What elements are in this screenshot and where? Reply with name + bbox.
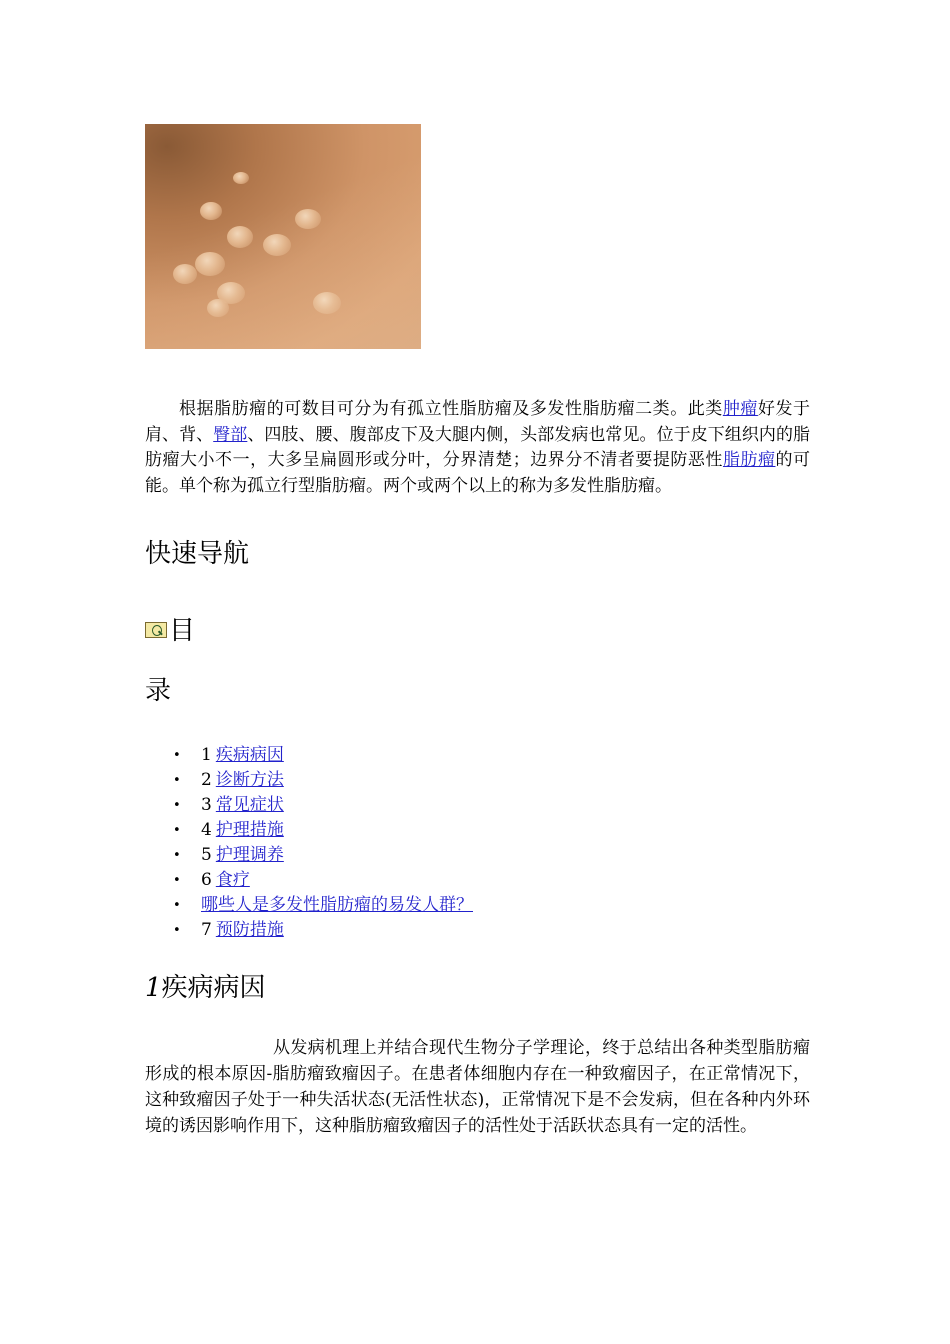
- toc-item-number: 4: [201, 820, 212, 840]
- toc-item-number: 5: [201, 845, 212, 865]
- toc-item: [201, 768, 810, 793]
- toc-link-risk-groups[interactable]: 哪些人是多发性脂肪瘤的易发人群？: [201, 895, 473, 915]
- intro-paragraph: [145, 397, 810, 499]
- toc-link-nursing[interactable]: 护理措施: [215, 820, 284, 840]
- skin-lipoma-photo: [145, 124, 421, 349]
- toc-heading-line2: 录: [145, 676, 172, 706]
- toc-list: [145, 743, 810, 943]
- toc-link-symptoms[interactable]: 常见症状: [215, 795, 284, 815]
- toc-book-icon[interactable]: [145, 622, 167, 638]
- section-title-text: 疾病病因: [161, 973, 266, 1003]
- toc-item-number: 7: [201, 920, 212, 940]
- toc-link-causes[interactable]: 疾病病因: [215, 745, 284, 765]
- toc-heading: [145, 601, 810, 721]
- document-page: [145, 124, 810, 1139]
- link-tumor[interactable]: 肿瘤: [722, 399, 758, 419]
- toc-item: [201, 743, 810, 768]
- toc-link-care[interactable]: 护理调养: [215, 845, 284, 865]
- toc-item-number: 2: [201, 770, 212, 790]
- intro-text: 根据脂肪瘤的可数目可分为有孤立性脂肪瘤及多发性脂肪瘤二类。此类: [179, 399, 723, 419]
- toc-item: [201, 893, 810, 918]
- section-causes-paragraph: 从发病机理上并结合现代生物分子学理论，终于总结出各种类型脂肪瘤形成的根本原因-脂肪瘤致瘤因子。在患者体细胞内存在一种致瘤因子，在正常情况下，这种致瘤因子处于一种失活状态(无活性状态)，正常情况下是不会发病，但在各种内外环境的诱因影响作用下，这种脂肪瘤致瘤因子的活性处于活跃状态具有一定的活性。: [145, 1038, 810, 1136]
- toc-link-diet[interactable]: 食疗: [215, 870, 250, 890]
- intro-text: 好发于肩、背、: [145, 399, 811, 445]
- toc-link-prevention[interactable]: 预防措施: [215, 920, 284, 940]
- toc-item: [201, 868, 810, 893]
- section-title-causes: [145, 971, 810, 1005]
- toc-item: [201, 818, 810, 843]
- link-buttocks[interactable]: 臀部: [213, 424, 248, 445]
- intro-text: 、四肢、腰、腹部皮下及大腿内侧，头部发病也常见。位于皮下组织内的脂肪瘤大小不一，大多呈扁圆形或分叶，分界清楚；边界分不清者要提防恶性: [145, 424, 811, 470]
- toc-item: [201, 918, 810, 943]
- toc-item: [201, 843, 810, 868]
- photo-sheen: [145, 124, 421, 349]
- toc-item-number: 3: [201, 795, 212, 815]
- toc-heading-line1: 目: [169, 616, 196, 646]
- toc-item: [201, 793, 810, 818]
- link-lipoma[interactable]: 脂肪瘤: [722, 450, 776, 470]
- toc-link-diagnosis[interactable]: 诊断方法: [215, 770, 284, 790]
- toc-item-number: 1: [201, 745, 212, 765]
- section-number: 1: [145, 973, 162, 1003]
- quick-nav-title: 快速导航: [145, 539, 250, 569]
- toc-item-number: 6: [201, 870, 212, 890]
- intro-text: 的可能。单个称为孤立行型脂肪瘤。两个或两个以上的称为多发性脂肪瘤。: [145, 450, 811, 496]
